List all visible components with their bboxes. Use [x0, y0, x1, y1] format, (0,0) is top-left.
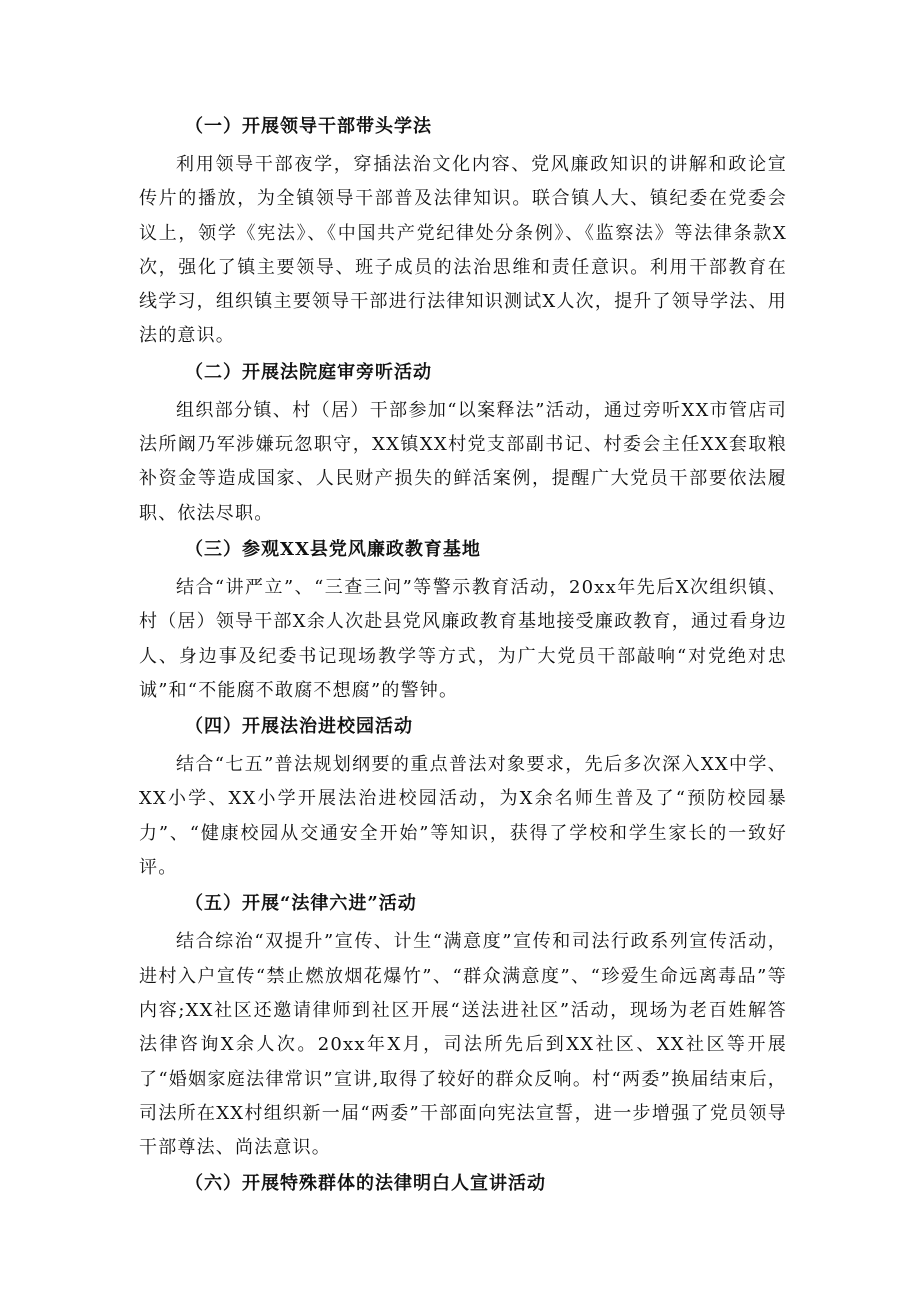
section-paragraph: 结合“七五”普法规划纲要的重点普法对象要求，先后多次深入XX中学、XX小学、XX小学开展法治进校园活动，为X余名师生普及了“预防校园暴力”、“健康校园从交通安全开始”等知识，获得了学校和学生家长的一致好评。: [139, 754, 787, 879]
section-heading: （六）开展特殊群体的法律明白人宣讲活动: [185, 1173, 546, 1195]
section-paragraph: 利用领导干部夜学，穿插法治文化内容、党风廉政知识的讲解和政论宣传片的播放，为全镇领导干部普及法律知识。联合镇人大、镇纪委在党委会议上，领学《宪法》、《中国共产党纪律处分条例》、《监察法》等法律条款X次，强化了镇主要领导、班子成员的法治思维和责任意识。利用干部教育在线学习，组织镇主要领导干部进行法律知识测试X人次，提升了领导学法、用法的意识。: [139, 154, 787, 347]
section-heading: （四）开展法治进校园活动: [185, 716, 413, 738]
document-body: [139, 108, 787, 1203]
section-4: [139, 708, 787, 885]
section-heading: （三）参观XX县党风廉政教育基地: [185, 538, 481, 560]
section-3: [139, 531, 787, 708]
section-paragraph: 组织部分镇、村（居）干部参加“以案释法”活动，通过旁听XX市管店司法所阚乃军涉嫌玩忽职守，XX镇XX村党支部副书记、村委会主任XX套取粮补资金等造成国家、人民财产损失的鲜活案例，提醒广大党员干部要依法履职、依法尽职。: [139, 399, 787, 524]
section-heading: （二）开展法院庭审旁听活动: [185, 361, 432, 383]
section-paragraph: 结合“讲严立”、“三查三问”等警示教育活动，20xx年先后X次组织镇、村（居）领导干部X余人次赴县党风廉政教育基地接受廉政教育，通过看身边人、身边事及纪委书记现场教学等方式，为广大党员干部敲响“对党绝对忠诚”和“不能腐不敢腐不想腐”的警钟。: [139, 576, 787, 701]
section-paragraph: 结合综治“双提升”宣传、计生“满意度”宣传和司法行政系列宣传活动，进村入户宣传“禁止燃放烟花爆竹”、“群众满意度”、“珍爱生命远离毒品”等内容;XX社区还邀请律师到社区开展“送法进社区”活动，现场为老百姓解答法律咨询X余人次。20xx年X月，司法所先后到XX社区、XX社区等开展了“婚姻家庭法律常识”宣讲,取得了较好的群众反响。村“两委”换届结束后，司法所在XX村组织新一届“两委”干部面向宪法宣誓，进一步增强了党员领导干部尊法、尚法意识。: [139, 931, 787, 1159]
section-6: [139, 1165, 787, 1203]
section-heading: （一）开展领导干部带头学法: [185, 116, 432, 137]
section-5: [139, 885, 787, 1165]
section-1: [139, 108, 787, 354]
section-heading: （五）开展“法律六进”活动: [185, 893, 417, 915]
section-2: [139, 354, 787, 531]
